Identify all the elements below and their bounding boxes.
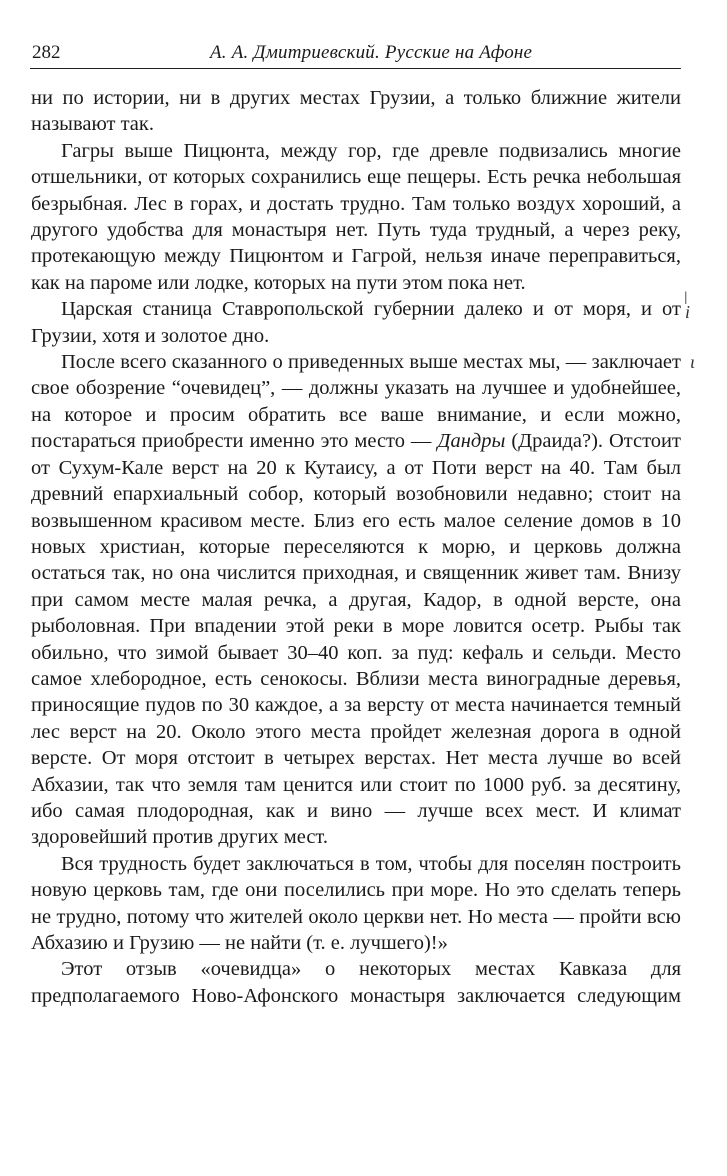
page-number: 282 — [32, 42, 61, 63]
paragraph-dandry — [31, 349, 681, 851]
paragraph-stanitsa: Царская станица Ставропольской губернии далеко и от моря, и от Грузии, хотя и золотое дно. — [31, 298, 681, 347]
margin-mark-2: i — [685, 302, 691, 322]
paragraph-final: Этот отзыв «очевидца» о некоторых местах Кавказа для предполагаемого Ново-Афонского монастыря заключается следующим — [31, 958, 681, 1007]
margin-mark-1: ǀ — [684, 288, 688, 308]
paragraph-dandry-part2: (Драида?). Отстоит от Сухум-Кале верст на 20 к Кутаису, а от Поти верст на 40. Там был древний епархиальный собор, который возобновили недавно; стоит на возвышенном красивом месте. Близ его есть малое селение домов в 10 новых христиан, которые переселяются к морю, и церковь должна остаться так, но она числится приходная, и священник живет там. Внизу при самом месте малая речка, а другая, Кадор, в одной версте, она рыболовная. При впадении этой реки в море ловится осетр. Рыбы так обильно, что зимой бывает 30–40 коп. за пуд: кефаль и сельди. Место самое хлебородное, есть сенокосы. Вблизи места виноградные деревья, приносящие пудов по 30 каждое, а за версту от места начинается темный лес верст на 20. Около этого места пройдет железная дорога в одной версте. От моря отстоит в четырех верстах. Нет места лучше во всей Абхазии, так что земля там ценится или стоит по 1000 руб. за десятину, ибо самая плодородная, как и вино — лучше всех мест. И климат здоровейший против других мест. — [31, 430, 681, 849]
paragraph-dandry-part1: После всего сказанного о приведенных выше местах мы, — заключает свое обозрение “очевидец”, — должны указать на лучшее и удобнейшее, на которое и просим обратить все ваше внимание, и если можно, постараться приобрести именно это место — — [31, 351, 681, 453]
running-header — [30, 40, 681, 69]
paragraph-continuation: ни по истории, ни в других местах Грузии, а только ближние жители называют так. — [31, 87, 681, 136]
paragraph-difficulty: Вся трудность будет заключаться в том, чтобы для поселян построить новую церковь там, где они поселились при море. Но это сделать теперь не трудно, потому что жителей около церкви нет. Но места — пройти всю Абхазию и Грузию — не найти (т. е. лучшего)!» — [31, 852, 681, 954]
running-title: А. А. Дмитриевский. Русские на Афоне — [210, 42, 533, 63]
body-text — [31, 85, 681, 1009]
paragraph-gagry: Гагры выше Пицюнта, между гор, где древле подвизались многие отшельники, от которых сохранились еще пещеры. Есть речка небольшая безрыбная. Лес в горах, и достать трудно. Там только воздух хороший, а другого удобства для монастыря нет. Путь туда трудный, а через реку, протекающую между Пицюнтом и Гагрой, нельзя иначе переправиться, как на пароме или лодке, которых на пути этом пока нет. — [31, 139, 681, 294]
margin-mark-3: ɩ — [690, 352, 696, 372]
place-name-dandry: Дандры — [437, 430, 506, 453]
